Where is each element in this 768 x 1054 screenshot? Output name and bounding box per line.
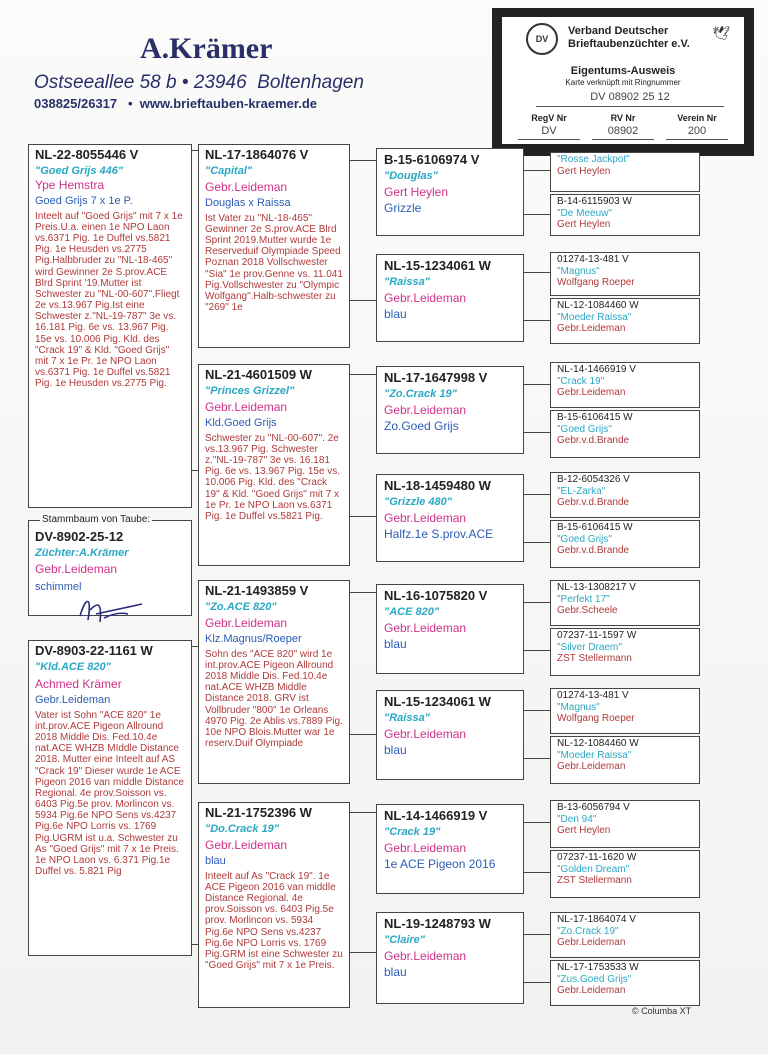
gen4-ring: NL-17-1753533 W: [557, 962, 639, 973]
gen3-color: 1e ACE Pigeon 2016: [384, 857, 496, 872]
gen4-owner: Gebr.Leideman: [557, 985, 626, 996]
gen3-name: "Raissa": [384, 711, 430, 724]
gen4-box: [550, 252, 700, 296]
gen2-lineage: Kld.Goed Grijs: [205, 417, 277, 430]
ownership-card-inner: [502, 17, 744, 144]
gen4-owner: Gebr.Leideman: [557, 761, 626, 772]
gen3-box: [376, 474, 524, 562]
connector-line: [350, 592, 376, 593]
card-value-rv: 08902: [592, 125, 654, 140]
gen4-box: [550, 194, 700, 236]
card-col-verein: [660, 113, 734, 140]
card-ring-number: DV 08902 25 12: [536, 91, 724, 107]
card-org-line2: Brieftaubenzüchter e.V.: [568, 38, 690, 50]
mother-breeder: Achmed Krämer: [35, 676, 122, 691]
subject-ring: DV-8902-25-12: [35, 529, 124, 544]
gen3-ring: NL-14-1466919 V: [384, 808, 488, 823]
gen4-ring: 07237-11-1620 W: [557, 852, 637, 863]
card-col-regv: [512, 113, 586, 140]
gen4-ring: NL-12-1084460 W: [557, 738, 639, 749]
gen4-ring: NL-17-1864074 V: [557, 914, 636, 925]
gen3-name: "Douglas": [384, 169, 438, 182]
gen4-box: [550, 362, 700, 408]
gen4-box: [550, 472, 700, 518]
gen3-name: "Claire": [384, 933, 426, 946]
gen2-lineage: Klz.Magnus/Roeper: [205, 633, 302, 646]
connector-line: [524, 542, 550, 543]
gen3-color: blau: [384, 965, 407, 980]
gen4-owner: ZST Stellermann: [557, 653, 632, 664]
gen2-owner: Gebr.Leideman: [205, 837, 288, 852]
gen4-ring: NL-14-1466919 V: [557, 364, 636, 375]
gen4-name: "Goed Grijs": [557, 423, 612, 435]
gen3-owner: Gebr.Leideman: [384, 726, 467, 741]
connector-line: [524, 822, 550, 823]
gen4-owner: Gebr.v.d.Brande: [557, 497, 630, 508]
card-org-name: [568, 25, 690, 51]
signature-image: [76, 592, 146, 628]
father-box: [28, 144, 192, 508]
gen4-name: "Moeder Raissa": [557, 749, 632, 761]
gen3-owner: Gebr.Leideman: [384, 510, 467, 525]
connector-line: [524, 934, 550, 935]
gen3-name: "Zo.Crack 19": [384, 387, 457, 400]
connector-line: [524, 214, 550, 215]
gen2-ring: NL-21-1493859 V: [205, 583, 309, 598]
stammbaum-label: Stammbaum von Taube:: [42, 514, 151, 525]
gen3-ring: NL-16-1075820 V: [384, 588, 488, 603]
gen4-ring: B-15-6106415 W: [557, 522, 633, 533]
card-title: Eigentums-Ausweis: [570, 65, 676, 77]
gen3-name: "Raissa": [384, 275, 430, 288]
connector-line: [350, 734, 376, 735]
gen4-name: "Golden Dream": [557, 863, 630, 875]
gen4-owner: Gebr.Leideman: [557, 323, 626, 334]
father-owner: Ype Hemstra: [35, 177, 105, 192]
subject-color: schimmel: [35, 581, 82, 594]
connector-line: [192, 944, 198, 945]
gen4-box: [550, 912, 700, 958]
gen3-color: blau: [384, 307, 407, 322]
card-header-verein: Verein Nr: [677, 113, 717, 123]
connector-line: [350, 812, 376, 813]
gen2-notes: Ist Vater zu "NL-18-465" Gewinner 2e S.prov.ACE Blrd Sprint 2019.Mutter wurde 1e Reserveduif Olympiade Speed Poznan 2018 Vollschwester "Sia" 1e prov.Genne vs. 11.041 Pig.Vollschwester zu "Olympic Wolfgang".Halb-schwester zu "269" 1e: [205, 212, 343, 314]
gen3-color: blau: [384, 637, 407, 652]
gen2-lineage: Douglas x Raissa: [205, 197, 291, 210]
breeder-contact: 038825/26317 • www.brieftauben-kraemer.de: [34, 96, 317, 111]
gen3-ring: B-15-6106974 V: [384, 152, 480, 167]
mother-box: [28, 640, 192, 956]
gen3-ring: NL-17-1647998 V: [384, 370, 488, 385]
gen4-name: "EL-Zarka": [557, 485, 606, 497]
gen3-box: [376, 804, 524, 894]
gen2-name: "Capital": [205, 164, 253, 177]
card-org-line1: Verband Deutscher: [568, 25, 669, 37]
gen2-owner: Gebr.Leideman: [205, 399, 288, 414]
gen4-ring: NL-12-1084460 W: [557, 300, 639, 311]
gen2-ring: NL-21-4601509 W: [205, 367, 312, 382]
gen2-ring: NL-21-1752396 W: [205, 805, 312, 820]
gen3-name: "ACE 820": [384, 605, 440, 618]
connector-line: [524, 710, 550, 711]
gen3-name: "Grizzle 480": [384, 495, 452, 508]
gen4-ring: B-14-6115903 W: [557, 196, 632, 207]
card-header-rv: RV Nr: [610, 113, 636, 123]
gen4-box: [550, 850, 700, 898]
gen2-owner: Gebr.Leideman: [205, 179, 288, 194]
gen2-box: [198, 802, 350, 1008]
card-subtitle: Karte verknüpft mit Ringnummer: [565, 78, 681, 87]
gen2-notes: Inteelt auf As "Crack 19". 1e ACE Pigeon 2016 van middle Distance Regional. 4e prov.Soisson vs. 6403 Pig.5e prov. Morlincon vs. 5934 Pig.6e NPO Sens vs.4237 Pig.6e NPO Lorris vs. 1769 Pig.GRM ist eine Schwester zu "Goed Grijs" mit 7 x 1e Preis.: [205, 870, 343, 972]
connector-line: [524, 872, 550, 873]
gen4-owner: Gebr.v.d.Brande: [557, 435, 630, 446]
gen3-box: [376, 584, 524, 674]
connector-line: [524, 982, 550, 983]
connector-line: [524, 432, 550, 433]
mother-notes: Vater ist Sohn "ACE 820" 1e int.prov.ACE Pigeon Allround 2018 Middle Dis. Fed.10.4e nat.ACE WHZB MIddle Distance 2018. Mutter eine Inteelt auf AS "Crack 19" Dieser wurde 1e ACE Pigeon 2016 van middle Distance Regional. 4e prov.Soisson vs. 6403 Pig.5e prov. Morlincon vs. 5934 Pig.6e NPO Sens vs.4237 Pig.6e NPO Lorris vs. 1769 Pig.UGRM ist u.a. Schwester zu As "Goed Grijs" mit 7 x 1e Preis. 1e NPO Laon vs. 6.371 Pig.1e Duffel vs. 5.821 Pig: [35, 709, 184, 878]
gen2-notes: Schwester zu "NL-00-607". 2e vs.13.967 Pig. Schwester z."NL-19-787" 3e vs. 16.181 Pig. 6e vs. 13.967 Pig. 15e vs. 10.006 Pig. Kld. des "Crack 19" & Kld. "Goed Grijs" mit 7 x 1e Pr. 1e NPO Laon vs.6371 Pig. 1e Duffel vs.5821 Pig.: [205, 432, 341, 522]
gen3-box: [376, 366, 524, 454]
pigeon-icon: 🕊: [712, 25, 730, 41]
gen3-color: Zo.Goed Grijs: [384, 419, 459, 434]
gen3-color: Grizzle: [384, 201, 422, 216]
connector-line: [350, 952, 376, 953]
gen4-name: "Rosse Jackpot": [557, 154, 630, 165]
gen4-name: "Moeder Raissa": [557, 311, 632, 323]
card-header-regv: RegV Nr: [531, 113, 567, 123]
gen4-owner: ZST Stellermann: [557, 875, 632, 886]
gen2-name: "Zo.ACE 820": [205, 600, 277, 613]
gen4-box: [550, 688, 700, 734]
breeder-address: Ostseeallee 58 b • 23946 Boltenhagen: [34, 72, 364, 93]
gen4-ring: 07237-11-1597 W: [557, 630, 637, 641]
gen4-box: [550, 736, 700, 784]
mother-owner: Gebr.Leideman: [35, 694, 111, 707]
connector-line: [524, 272, 550, 273]
gen3-owner: Gebr.Leideman: [384, 290, 467, 305]
mother-name: "Kld.ACE 820": [35, 660, 111, 673]
gen4-name: "Magnus": [557, 265, 600, 277]
connector-line: [350, 160, 376, 161]
ownership-card: [492, 8, 754, 156]
gen4-name: "Zus.Goed Grijs": [557, 973, 632, 985]
gen3-color: Halfz.1e S.prov.ACE: [384, 527, 494, 542]
gen4-owner: Gebr.v.d.Brande: [557, 545, 630, 556]
copyright-text: © Columba XT: [632, 1006, 692, 1016]
mother-ring: DV-8903-22-1161 W: [35, 643, 153, 658]
father-lineage: Goed Grijs 7 x 1e P.: [35, 195, 133, 208]
gen4-name: "Crack 19": [557, 375, 605, 387]
connector-line: [524, 758, 550, 759]
gen4-ring: B-13-6056794 V: [557, 802, 630, 813]
gen4-name: "Magnus": [557, 701, 600, 713]
subject-owner: Gebr.Leideman: [35, 561, 118, 576]
gen4-name: "Goed Grijs": [557, 533, 612, 545]
gen4-owner: Gebr.Leideman: [557, 387, 626, 398]
connector-line: [524, 320, 550, 321]
gen2-box: [198, 580, 350, 784]
connector-line: [192, 150, 198, 151]
connector-line: [192, 470, 198, 471]
gen2-owner: Gebr.Leideman: [205, 615, 288, 630]
gen3-ring: NL-19-1248793 W: [384, 916, 491, 931]
gen4-box: [550, 298, 700, 344]
card-col-rv: [586, 113, 660, 140]
gen3-owner: Gebr.Leideman: [384, 948, 467, 963]
gen4-owner: Gert Heylen: [557, 165, 611, 177]
gen3-ring: NL-15-1234061 W: [384, 258, 491, 273]
gen4-name: "Silver Draem": [557, 641, 622, 653]
card-value-regv: DV: [518, 125, 580, 140]
gen2-box: [198, 144, 350, 348]
gen3-box: [376, 148, 524, 236]
connector-line: [350, 374, 376, 375]
gen4-owner: Wolfgang Roeper: [557, 713, 635, 724]
connector-line: [524, 170, 550, 171]
gen2-name: "Do.Crack 19": [205, 822, 280, 835]
gen2-box: [198, 364, 350, 566]
gen4-ring: 01274-13-481 V: [557, 690, 629, 701]
gen4-name: "Perfekt 17": [557, 593, 610, 605]
father-ring: NL-22-8055446 V: [35, 147, 139, 162]
connector-line: [524, 384, 550, 385]
gen2-notes: Sohn des "ACE 820" wird 1e int.prov.ACE Pigeon Allround 2018 Middle Dis. Fed.10.4e nat.ACE WHZB Middle Distance 2018. GRV ist Vollbruder "800" 1e Orleans 4970 Pig. 2e Ablis vs.7889 Pig. 10e NPO Blois.Mutter war 1e reserv.Duif Olympiade: [205, 648, 343, 750]
connector-line: [350, 300, 376, 301]
gen2-lineage: blau: [205, 855, 226, 868]
gen4-box: [550, 152, 700, 192]
gen4-name: "Den 94": [557, 813, 597, 825]
breeder-name: A.Krämer: [140, 32, 273, 65]
card-value-verein: 200: [666, 125, 728, 140]
gen3-owner: Gebr.Leideman: [384, 840, 467, 855]
gen4-ring: B-12-6054326 V: [557, 474, 630, 485]
gen4-box: [550, 410, 700, 458]
gen4-ring: 01274-13-481 V: [557, 254, 629, 265]
gen3-ring: NL-15-1234061 W: [384, 694, 491, 709]
gen3-ring: NL-18-1459480 W: [384, 478, 491, 493]
gen4-box: [550, 960, 700, 1006]
gen3-box: [376, 690, 524, 780]
subject-breeder: Züchter:A.Krämer: [35, 546, 129, 559]
gen2-name: "Princes Grizzel": [205, 384, 295, 397]
gen4-owner: Gert Heylen: [557, 825, 611, 836]
gen3-color: blau: [384, 743, 407, 758]
card-table: [512, 113, 734, 140]
gen4-owner: Wolfgang Roeper: [557, 277, 635, 288]
gen3-box: [376, 254, 524, 342]
gen2-ring: NL-17-1864076 V: [205, 147, 309, 162]
gen4-ring: NL-13-1308217 V: [557, 582, 636, 593]
gen3-owner: Gebr.Leideman: [384, 402, 467, 417]
gen4-ring: B-15-6106415 W: [557, 412, 633, 423]
gen3-name: "Crack 19": [384, 825, 441, 838]
connector-line: [524, 602, 550, 603]
connector-line: [524, 494, 550, 495]
gen4-name: "De Meeuw": [557, 207, 612, 219]
gen4-owner: Gert Heylen: [557, 219, 611, 230]
dv-logo-icon: DV: [526, 23, 558, 55]
gen4-owner: Gebr.Scheele: [557, 605, 618, 616]
gen3-owner: Gert Heylen: [384, 184, 449, 199]
father-notes: Inteelt auf "Goed Grijs" mit 7 x 1e Preis.U.a. einen 1e NPO Laon vs.6371 Pig. 1e Duffel vs.5821 Pig. 1e Heusden vs.2775 Pig.Halbbruder zu "NL-18-465" wird Gewinner 2e S.prov.ACE Blrd Sprint '19.Mutter ist Schwester zu "NL-00-607".Fliegt 2e vs.13.967 Pig.Ist eine Schwester z."NL-19-787" 3e vs. 16.181 Pig. 6e vs. 13.967 Pig. 15e vs. 10.006 Pig. Kld. des "Crack 19" & Kld. "Goed Grijs" mit 7 x 1e Pr. 1e NPO Laon vs.6371 Pig. 1e Duffel vs.5821 Pig. 1e Heusden vs.2775 Pig.: [35, 210, 183, 390]
connector-line: [350, 516, 376, 517]
connector-line: [524, 650, 550, 651]
gen4-box: [550, 580, 700, 626]
gen3-owner: Gebr.Leideman: [384, 620, 467, 635]
gen4-box: [550, 520, 700, 568]
gen4-box: [550, 628, 700, 676]
gen4-box: [550, 800, 700, 848]
father-name: "Goed Grijs 446": [35, 164, 124, 177]
gen4-name: "Zo.Crack 19": [557, 925, 619, 937]
connector-line: [192, 646, 198, 647]
gen3-box: [376, 912, 524, 1004]
gen4-owner: Gebr.Leideman: [557, 937, 626, 948]
